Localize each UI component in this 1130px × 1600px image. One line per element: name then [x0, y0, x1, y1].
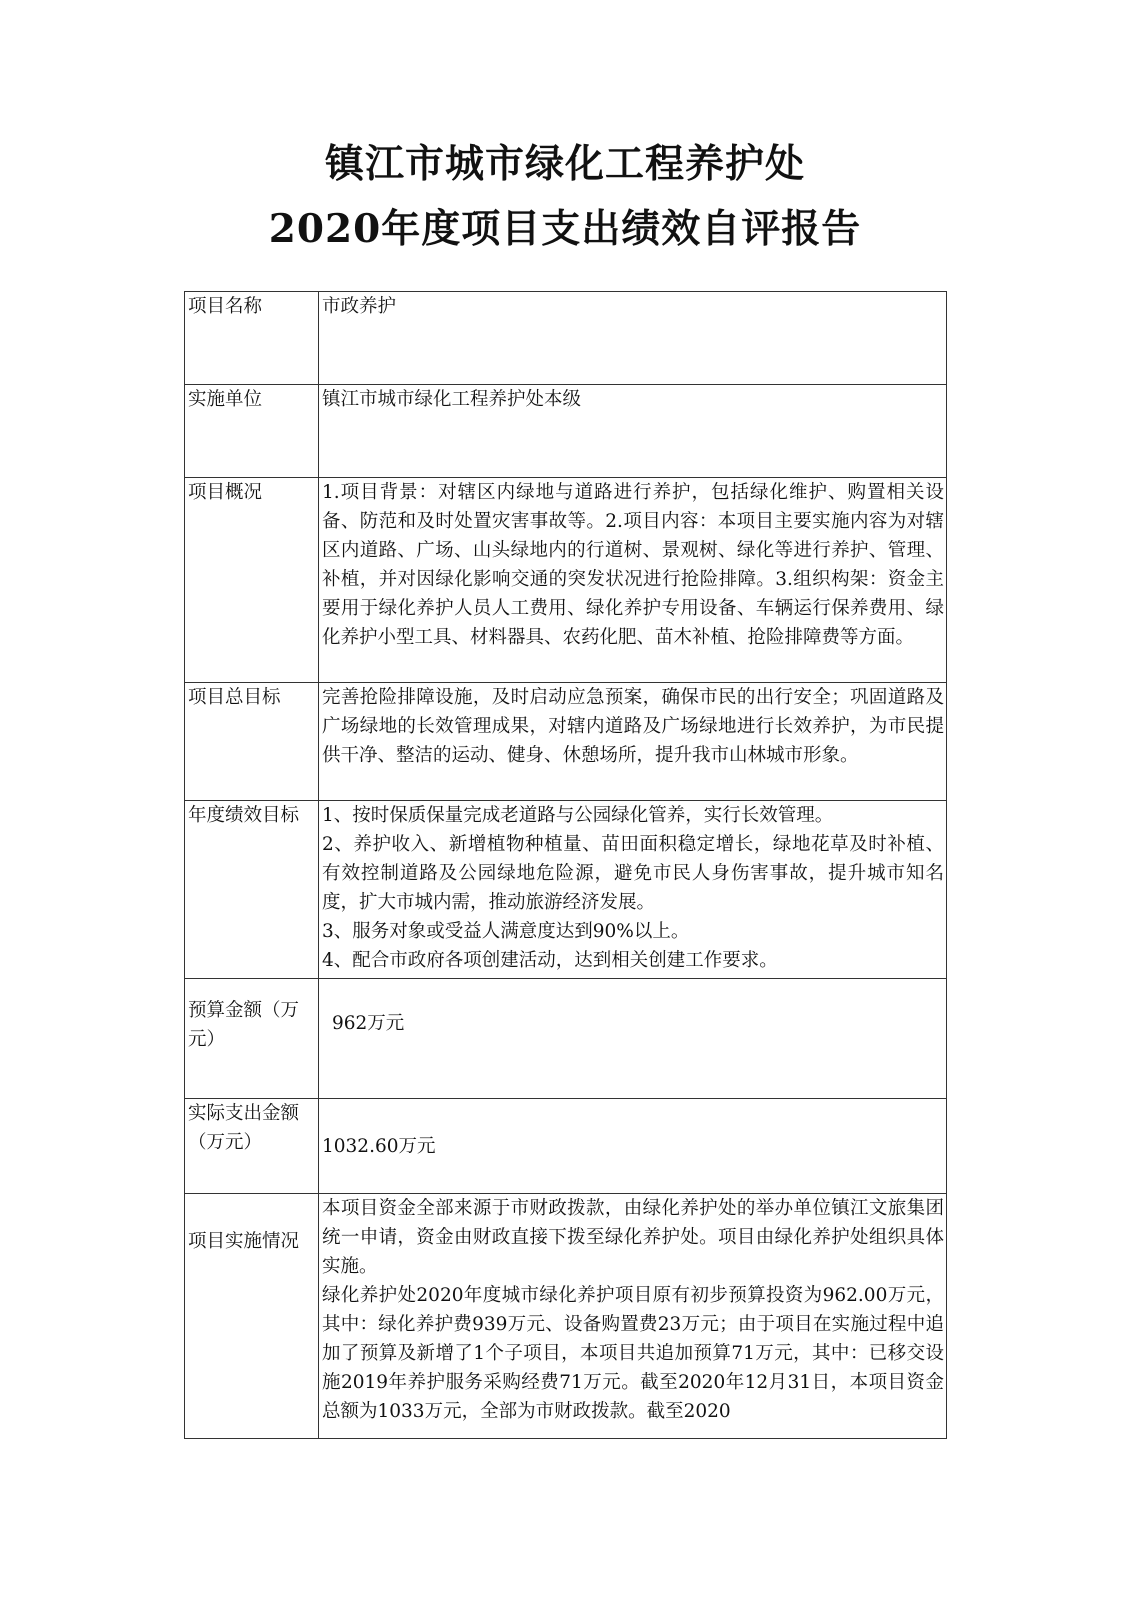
table-row	[185, 979, 947, 1099]
implementing-unit-label: 实施单位	[185, 385, 319, 478]
implementing-unit-value: 镇江市城市绿化工程养护处本级	[319, 385, 947, 478]
actual-label: 实际支出金额（万元）	[185, 1099, 319, 1194]
report-title-line1: 镇江市城市绿化工程养护处	[324, 141, 805, 187]
implementation-value	[319, 1194, 947, 1439]
annual-goal-item: 3、服务对象或受益人满意度达到90%以上。	[322, 921, 690, 942]
annual-goal-item: 4、配合市政府各项创建活动，达到相关创建工作要求。	[322, 950, 778, 971]
table-row	[185, 1099, 947, 1194]
annual-goal-item: 2、养护收入、新增植物种植量、苗田面积稳定增长，绿地花草及时补植、有效控制道路及公园绿地危险源，避免市民人身伤害事故，提升城市知名度，扩大市城内需，推动旅游经济发展。	[322, 834, 944, 913]
table-row	[185, 1194, 947, 1439]
project-name-value: 市政养护	[319, 292, 947, 385]
report-table	[184, 291, 947, 1439]
table-row	[185, 292, 947, 385]
implementation-paragraph: 绿化养护处2020年度城市绿化养护项目原有初步预算投资为962.00万元，其中：绿化养护费939万元、设备购置费23万元；由于项目在实施过程中追加了预算及新增了1个子项目，本项目共追加预算71万元，其中：已移交设施2019年养护服务采购经费71万元。截至2020年12月31日，本项目资金总额为1033万元，全部为市财政拨款。截至2020	[322, 1285, 944, 1422]
actual-value: 1032.60万元	[319, 1099, 947, 1194]
table-row	[185, 478, 947, 683]
annual-goal-item: 1、按时保质保量完成老道路与公园绿化管养，实行长效管理。	[322, 805, 834, 826]
table-row	[185, 385, 947, 478]
overview-value: 1.项目背景：对辖区内绿地与道路进行养护，包括绿化维护、购置相关设备、防范和及时处置灾害事故等。2.项目内容：本项目主要实施内容为对辖区内道路、广场、山头绿地内的行道树、景观树、绿化等进行养护、管理、补植，并对因绿化影响交通的突发状况进行抢险排障。3.组织构架：资金主要用于绿化养护人员人工费用、绿化养护专用设备、车辆运行保养费用、绿化养护小型工具、材料器具、农药化肥、苗木补植、抢险排障费等方面。	[319, 478, 947, 683]
project-name-label: 项目名称	[185, 292, 319, 385]
table-row	[185, 683, 947, 801]
overall-goal-value: 完善抢险排障设施，及时启动应急预案，确保市民的出行安全；巩固道路及广场绿地的长效管理成果，对辖内道路及广场绿地进行长效养护，为市民提供干净、整洁的运动、健身、休憩场所，提升我市山林城市形象。	[319, 683, 947, 801]
budget-label: 预算金额（万元）	[185, 979, 319, 1099]
implementation-paragraph: 本项目资金全部来源于市财政拨款，由绿化养护处的举办单位镇江文旅集团统一申请，资金由财政直接下拨至绿化养护处。项目由绿化养护处组织具体实施。	[322, 1198, 944, 1277]
implementation-label: 项目实施情况	[185, 1194, 319, 1439]
annual-goal-label: 年度绩效目标	[185, 801, 319, 979]
table-row	[185, 801, 947, 979]
budget-amount: 962万元	[332, 1013, 405, 1034]
overview-label: 项目概况	[185, 478, 319, 683]
annual-goal-value	[319, 801, 947, 979]
budget-value	[319, 979, 947, 1099]
report-title-line2: 2020年度项目支出绩效自评报告	[268, 206, 862, 252]
overall-goal-label: 项目总目标	[185, 683, 319, 801]
